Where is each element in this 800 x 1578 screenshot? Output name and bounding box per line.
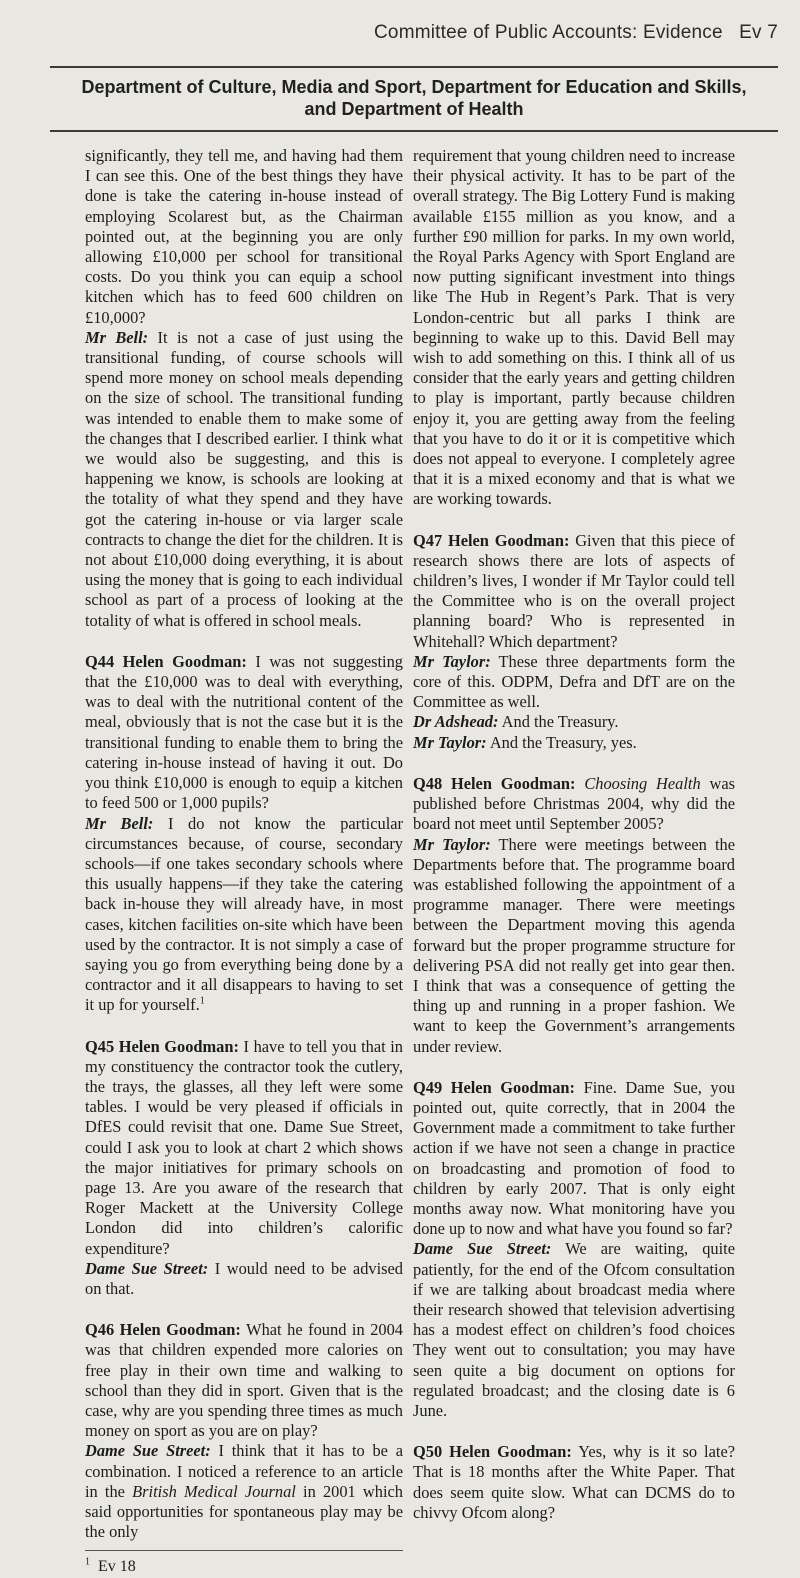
question-label: Q47 Helen Goodman: [413,530,570,550]
answer-text: And the Treasury, yes. [489,732,637,752]
answer-text: And the Treasury. [501,712,619,732]
speaker-name: Dr Adshead: [413,712,499,732]
speaker-name: Mr Bell: [85,813,154,833]
answer-paragraph [413,1239,735,1421]
left-column [85,146,403,1578]
answer-text: I would need to be advised on that. [85,1258,404,1298]
footnote-reference: 1 [199,995,205,1007]
question-label: Q45 Helen Goodman: [85,1036,239,1056]
answer-paragraph [413,712,735,732]
footnote-mark: 1 [85,1557,90,1569]
header-rule-bottom [50,130,778,132]
speaker-name: Dame Sue Street: [85,1258,209,1278]
question-text: Fine. Dame Sue, you pointed out, quite correctly, that in 2004 the Government made a commitment to take further action if we have not seen a change in practice on broadcasting and promotion of food to children by early 2007. That is only eight months away now. What monitoring have you done up to now and what have you found so far? [413,1077,735,1239]
question-text: I was not suggesting that the £10,000 was to deal with everything, was to deal with the nutritional content of the meal, obviously that is not the case but it is the transitional funding to enable them to bring the catering in-house instead of having it out. Do you think £10,000 is enough to equip a kitchen to feed 500 or 1,000 pupils? [85,651,403,813]
speaker-name: Mr Taylor: [413,834,491,854]
question-paragraph [413,1078,735,1240]
question-paragraph [413,774,735,835]
footnote [85,1557,403,1577]
answer-paragraph [413,733,735,753]
paragraph: requirement that young children need to increase their physical activity. It has to be part of the overall strategy. The Big Lottery Fund is making available £155 million as you know, and a further £90 million for parks. In my own world, the Royal Parks Agency with Sport England are now putting significant investment into things like The Hub in Regent’s Park. That is very London-centric but all parks I think are beginning to wake up to this. David Bell may wish to add something on this. I think all of us consider that the early years and getting children to play is important, partly because children enjoy it, you are getting away from the feeling that you have to do it or it is competitive which does not appeal to everyone. I completely agree that it is a mixed economy and that is what we are working towards. [413,146,735,509]
answer-paragraph [85,1259,403,1299]
question-label: Q49 Helen Goodman: [413,1077,575,1097]
header-rule-top [50,66,778,68]
answer-text: It is not a case of just using the transitional funding, of course schools will spend more money on school meals depending on the size of school. The transitional funding was intended to enable them to make some of the changes that I described earlier. I think what we would also be suggesting, and this is happening we know, is schools are looking at the totality of what they spend and they have got the catering in-house or via larger scale contracts to change the diet for the children. It is not about £10,000 doing everything, it is about using the money that is going to each individual school as part of a process of looking at the totality of what is offered in school meals. [85,327,403,630]
question-paragraph [85,1320,403,1441]
question-text: I have to tell you that in my constituency the contractor took the cutlery, the trays, the glasses, all they left were some tables. I would be very pleased if officials in DfES could revisit that one. Dame Sue Street, could I ask you to look at chart 2 which shows the major initiatives for primary schools on page 13. Are you aware of the research that Roger Mackett at the University College London did into children’s calorific expenditure? [85,1036,403,1258]
answer-text: in 2001 which said opportunities for spontaneous play may be the only [85,1481,403,1542]
answer-text: I think that it has to be a combination. I noticed a reference to an article in the [85,1441,403,1501]
publication-title: Choosing Health [584,773,701,793]
question-text: What he found in 2004 was that children expended more calories on free play in their own time and walking to school than they did in sport. Given that is the case, why are you spending three times as much money on sport as you are on play? [85,1320,403,1441]
department-line-1: Department of Culture, Media and Sport, Department for Education and Skills, [81,77,747,97]
paragraph: significantly, they tell me, and having had them I can see this. One of the best things they have done is take the catering in-house instead of employing Scolarest but, as the Chairman pointed out, at the beginning you are only allowing £10,000 per school for transitional costs. Do you think you can equip a school kitchen which has to feed 600 children on £10,000? [85,146,403,327]
answer-text: These three departments form the core of this. ODPM, Defra and DfT are on the Committee as well. [413,651,735,712]
footnote-text: Ev 18 [98,1558,136,1576]
question-label: Q46 Helen Goodman: [85,1320,241,1340]
page-number: Ev 7 [739,22,778,43]
answer-paragraph [85,1441,403,1542]
answer-text: There were meetings between the Departments before that. The programme board was established following the appointment of a programme manager. There were meetings between the Department moving this agenda forward but the proper programme structure for delivering PSA did not really get into gear then. I think that was a consequence of getting the thing up and running in a proper fashion. We want to keep the Government’s arrangements under review. [413,834,735,1056]
answer-text: I do not know the particular circumstances because, of course, secondary schools—if one takes secondary schools where this usually happens—if they take the catering back in-house they will already have, in most cases, kitchen facilities on-site which have been used by the contractor. It is not simply a case of saying you go from everything being done by a contractor and it all disappears to having to set it up for yourself. [85,813,403,1015]
question-paragraph [413,531,735,652]
question-text: Given that this piece of research shows there are lots of aspects of children’s lives, I wonder if Mr Taylor could tell the Committee who is on the overall project planning board? Who is represented in Whitehall? Which department? [413,530,735,651]
answer-paragraph [413,652,735,713]
speaker-name: Mr Taylor: [413,651,491,671]
answer-paragraph [85,328,403,631]
answer-text: We are waiting, quite patiently, for the end of the Ofcom consultation if we are talking about broadcast media where their research showed that television advertising has a modest effect on children’s food choices They went out to consultation; you may have seen quite a big document on options for regulated broadcast; and the closing date is 6 June. [413,1239,735,1420]
answer-paragraph [85,814,403,1016]
footnote-rule [85,1550,403,1551]
answer-paragraph [413,835,735,1057]
question-label: Q48 Helen Goodman: [413,773,576,793]
question-text: Yes, why is it so late? That is 18 months after the White Paper. That does seem quite slow. What can DCMS do to chivvy Ofcom along? [413,1442,735,1522]
question-paragraph [413,1442,735,1523]
speaker-name: Mr Bell: [85,327,149,347]
department-heading [50,76,778,120]
right-column [413,146,735,1523]
question-paragraph [85,1037,403,1259]
question-label: Q50 Helen Goodman: [413,1442,572,1462]
speaker-name: Mr Taylor: [413,732,487,752]
speaker-name: Dame Sue Street: [85,1441,211,1461]
running-title: Committee of Public Accounts: Evidence [374,22,723,43]
question-paragraph [85,652,403,814]
question-label: Q44 Helen Goodman: [85,651,247,671]
question-text: was published before Christmas 2004, why did the board not meet until September 2005? [413,773,735,834]
running-header [374,22,778,44]
journal-title: British Medical Journal [132,1481,296,1501]
department-line-2: and Department of Health [304,99,524,119]
speaker-name: Dame Sue Street: [413,1239,552,1259]
